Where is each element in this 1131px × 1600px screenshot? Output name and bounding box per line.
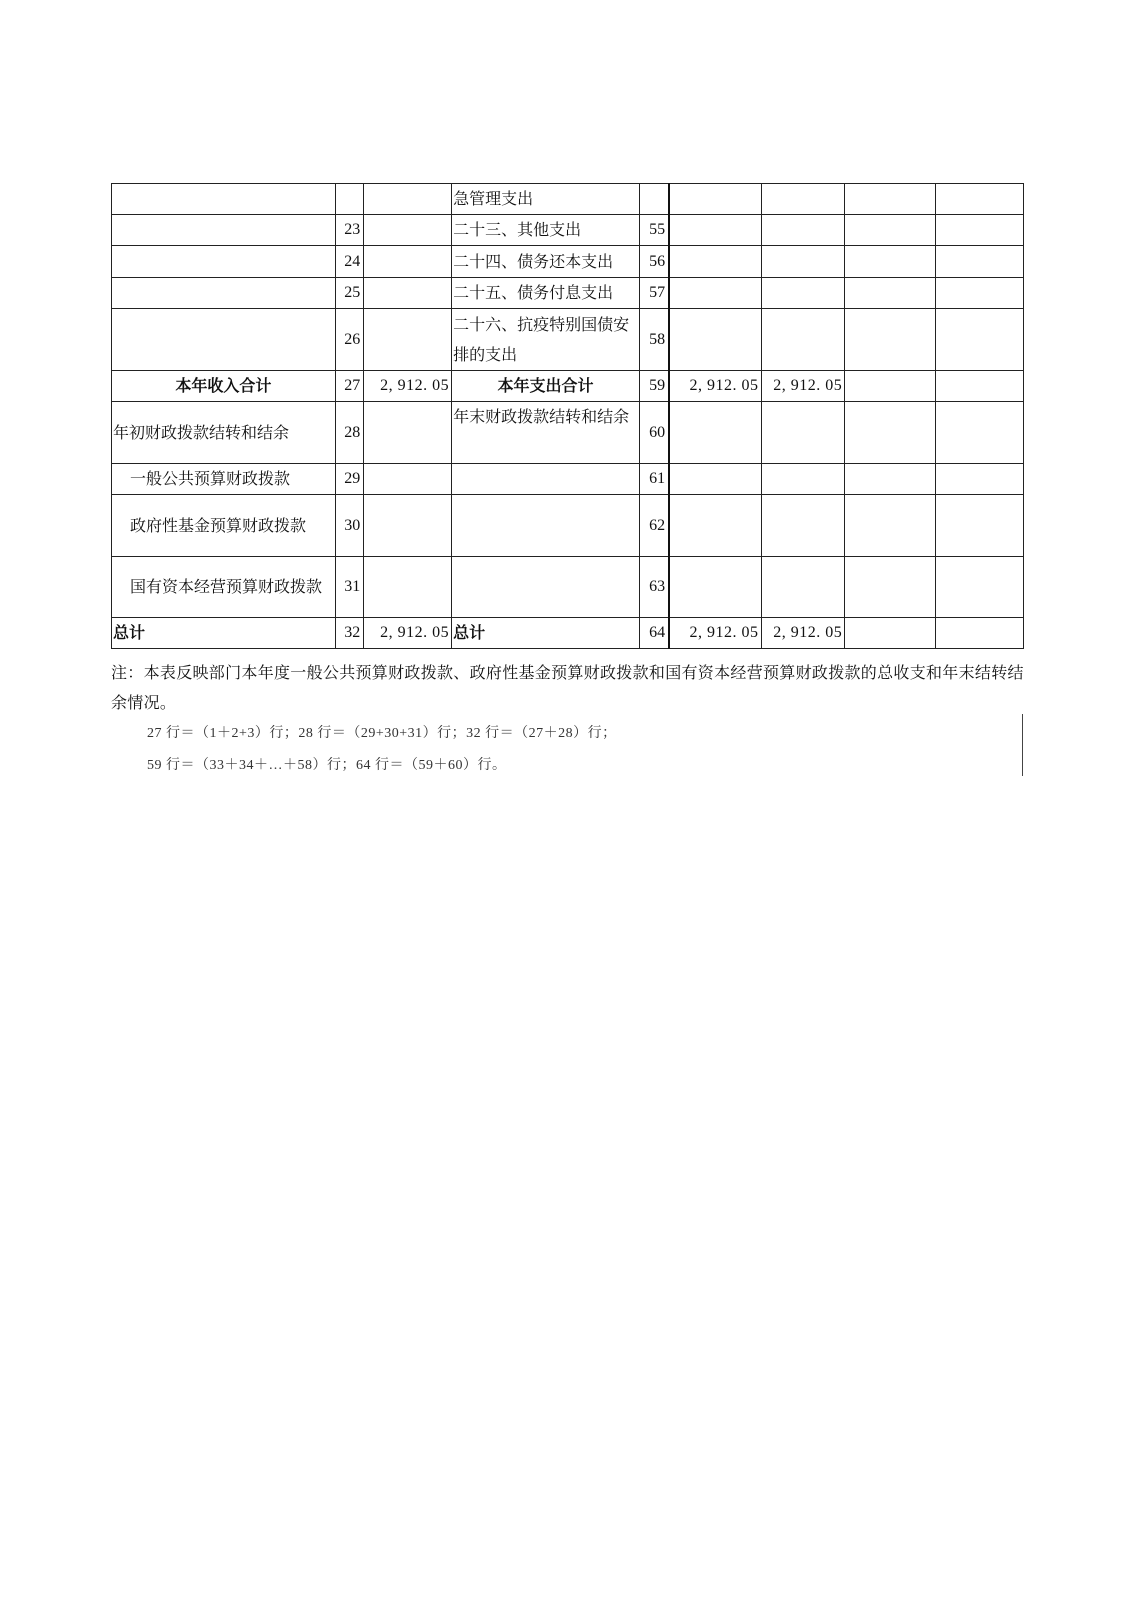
expense-line-cell: 55 [639,215,669,246]
state-capital-cell [936,618,1024,649]
income-amount-cell [364,184,452,215]
general-budget-cell [761,184,845,215]
income-item-cell: 总计 [112,618,336,649]
fund-budget-cell [845,464,936,495]
income-line-cell: 29 [335,464,364,495]
general-budget-cell [761,495,845,557]
expense-total-cell [669,215,761,246]
expense-item-cell: 二十四、债务还本支出 [452,246,640,278]
income-amount-cell: 2, 912. 05 [364,618,452,649]
state-capital-cell [936,246,1024,278]
general-budget-cell [761,402,845,464]
expense-line-cell: 61 [639,464,669,495]
general-budget-cell [761,557,845,618]
expense-line-cell: 56 [639,246,669,278]
state-capital-cell [936,557,1024,618]
income-line-cell: 32 [335,618,364,649]
income-amount-cell [364,464,452,495]
fund-budget-cell [845,278,936,309]
fund-budget-cell [845,184,936,215]
income-amount-cell: 2, 912. 05 [364,371,452,402]
formula-line-1: 27 行＝（1＋2+3）行；28 行＝（29+30+31）行；32 行＝（27＋28）行； [147,726,617,741]
fund-budget-cell [845,618,936,649]
income-line-cell: 24 [335,246,364,278]
general-budget-cell: 2, 912. 05 [761,371,845,402]
income-item-cell: 一般公共预算财政拨款 [112,464,336,495]
expense-item-cell: 二十三、其他支出 [452,215,640,246]
formula-line-2: 59 行＝（33＋34＋…＋58）行；64 行＝（59＋60）行。 [147,758,507,773]
expense-total-cell [669,464,761,495]
expense-item-cell [452,495,640,557]
fund-budget-cell [845,495,936,557]
state-capital-cell [936,278,1024,309]
income-item-cell: 本年收入合计 [112,371,336,402]
income-item-cell: 国有资本经营预算财政拨款 [112,557,336,618]
expense-total-cell [669,309,761,371]
expense-item-cell: 年末财政拨款结转和结余 [452,402,640,464]
state-capital-cell [936,215,1024,246]
general-budget-cell [761,215,845,246]
income-line-cell: 31 [335,557,364,618]
income-line-cell: 28 [335,402,364,464]
income-amount-cell [364,309,452,371]
state-capital-cell [936,309,1024,371]
income-item-cell [112,246,336,278]
income-item-cell [112,278,336,309]
expense-line-cell: 58 [639,309,669,371]
income-line-cell: 27 [335,371,364,402]
expense-item-cell: 二十五、债务付息支出 [452,278,640,309]
expense-line-cell [639,184,669,215]
fund-budget-cell [845,246,936,278]
state-capital-cell [936,464,1024,495]
expense-item-cell: 总计 [452,618,640,649]
general-budget-cell [761,278,845,309]
table-row [112,495,1024,557]
table-row [112,278,1024,309]
expense-line-cell: 57 [639,278,669,309]
table-row [112,402,1024,464]
income-line-cell [335,184,364,215]
table-row [112,557,1024,618]
table-row [112,618,1024,649]
expense-total-cell: 2, 912. 05 [669,371,761,402]
state-capital-cell [936,402,1024,464]
expense-total-cell: 2, 912. 05 [669,618,761,649]
fund-budget-cell [845,371,936,402]
expense-line-cell: 59 [639,371,669,402]
expense-total-cell [669,278,761,309]
income-amount-cell [364,278,452,309]
budget-table [111,183,1024,649]
income-item-cell [112,309,336,371]
table-row [112,184,1024,215]
expense-item-cell: 急管理支出 [452,184,640,215]
income-line-cell: 26 [335,309,364,371]
income-line-cell: 23 [335,215,364,246]
income-amount-cell [364,402,452,464]
state-capital-cell [936,184,1024,215]
income-item-cell: 政府性基金预算财政拨款 [112,495,336,557]
expense-line-cell: 60 [639,402,669,464]
table-row [112,464,1024,495]
general-budget-cell [761,246,845,278]
expense-line-cell: 62 [639,495,669,557]
fund-budget-cell [845,402,936,464]
income-amount-cell [364,246,452,278]
table-row [112,309,1024,371]
fund-budget-cell [845,557,936,618]
state-capital-cell [936,495,1024,557]
side-rule-divider [1022,714,1023,776]
income-amount-cell [364,557,452,618]
table-row [112,246,1024,278]
income-item-cell [112,215,336,246]
general-budget-cell [761,309,845,371]
fund-budget-cell [845,309,936,371]
expense-total-cell [669,495,761,557]
expense-line-cell: 64 [639,618,669,649]
income-line-cell: 25 [335,278,364,309]
expense-item-cell: 本年支出合计 [452,371,640,402]
state-capital-cell [936,371,1024,402]
income-item-cell: 年初财政拨款结转和结余 [112,402,336,464]
expense-item-cell: 二十六、抗疫特别国债安排的支出 [452,309,640,371]
income-item-cell [112,184,336,215]
general-budget-cell: 2, 912. 05 [761,618,845,649]
expense-total-cell [669,557,761,618]
expense-item-cell [452,464,640,495]
table-row [112,371,1024,402]
expense-line-cell: 63 [639,557,669,618]
income-amount-cell [364,215,452,246]
expense-total-cell [669,402,761,464]
expense-total-cell [669,184,761,215]
table-row [112,215,1024,246]
expense-total-cell [669,246,761,278]
general-budget-cell [761,464,845,495]
income-line-cell: 30 [335,495,364,557]
expense-item-cell [452,557,640,618]
income-amount-cell [364,495,452,557]
table-note: 注：本表反映部门本年度一般公共预算财政拨款、政府性基金预算财政拨款和国有资本经营预算财政拨款的总收支和年末结转结余情况。 [111,663,1024,712]
fund-budget-cell [845,215,936,246]
